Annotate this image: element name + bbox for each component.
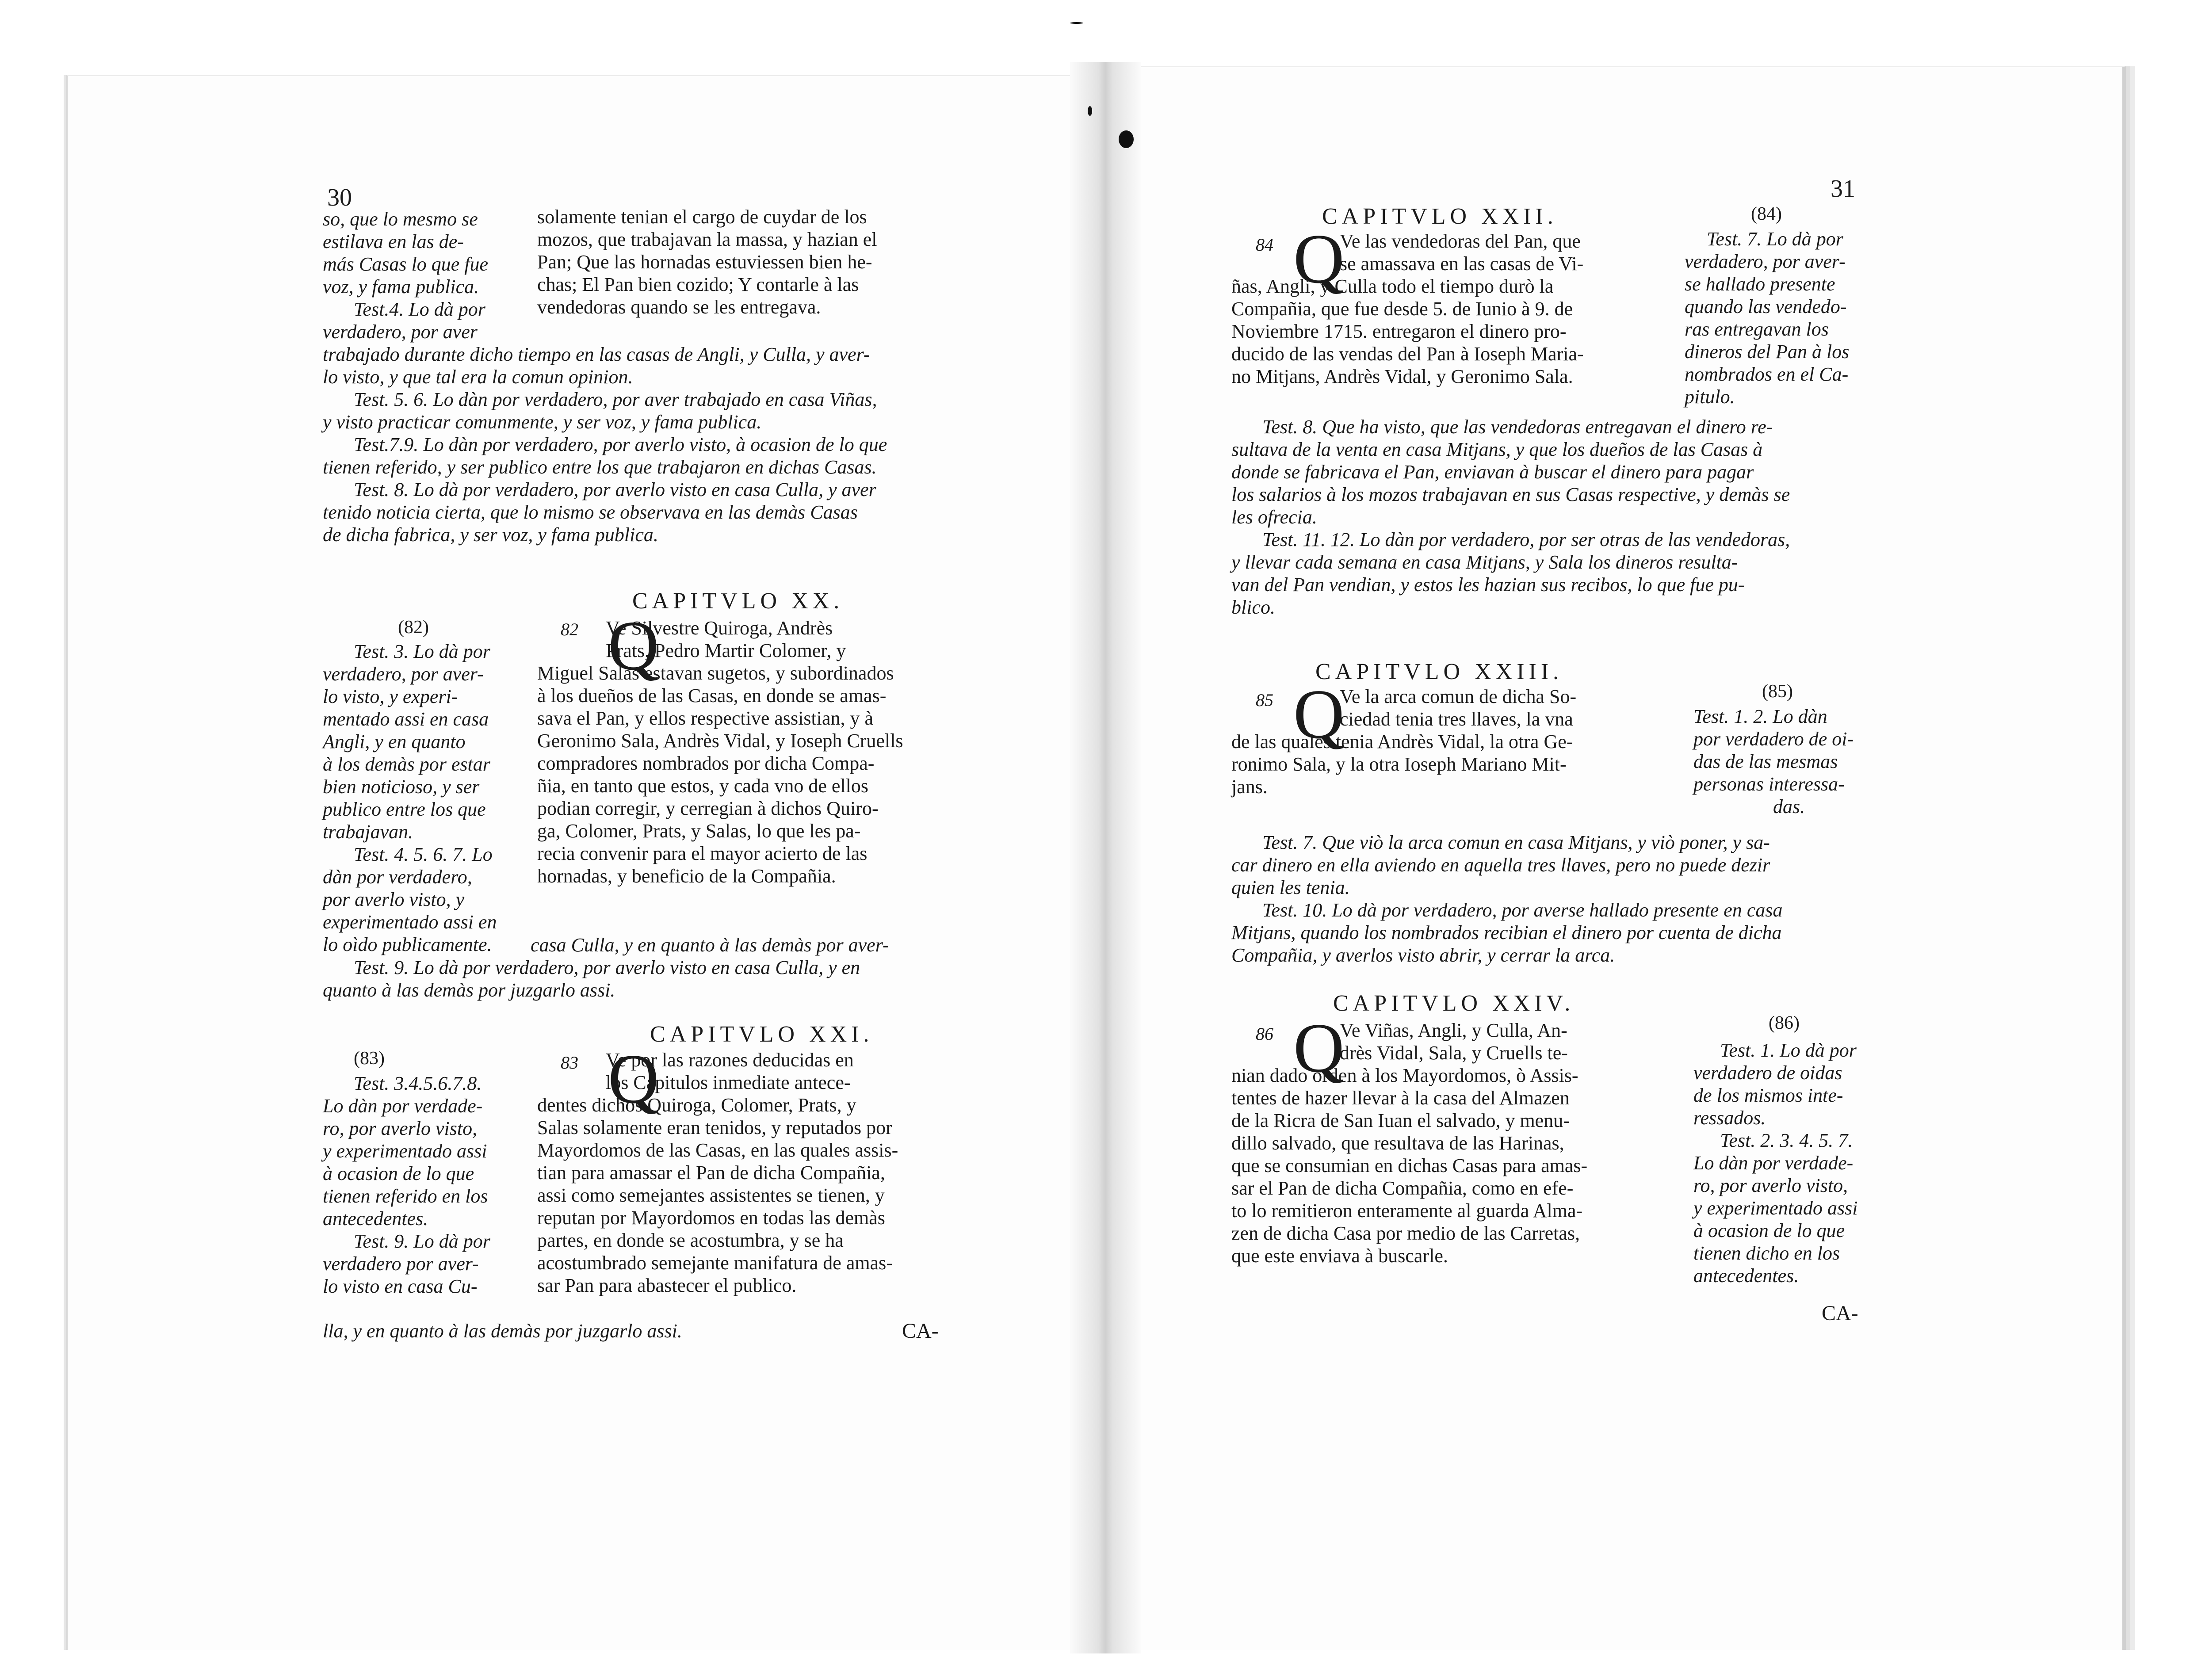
text-line: no Mitjans, Andrès Vidal, y Geronimo Sala. [1231, 366, 1573, 387]
text-line: Test. 9. Lo dà por [354, 1230, 490, 1252]
text-line: por averlo visto, y [323, 889, 465, 910]
text-line: das. [1773, 796, 1805, 817]
text-line: Test. 4. 5. 6. 7. Lo [354, 844, 493, 865]
text-line: Test. 8. Que ha visto, que las vendedoras entregavan el dinero re- [1262, 416, 1773, 438]
main-text-column [537, 617, 979, 887]
margin-number: 83 [561, 1053, 578, 1073]
text-line: ro, por averlo visto, [323, 1118, 478, 1139]
side-note-column [323, 640, 522, 956]
text-line: Lo dàn por verdade- [1693, 1152, 1854, 1174]
text-line: Test. 9. Lo dà por verdadero, por averlo visto en casa Culla, y en [354, 957, 860, 978]
drop-capital: Q [608, 1039, 659, 1118]
text-line: y llevar cada semana en casa Mitjans, y Sala los dineros resulta- [1231, 551, 1738, 573]
text-line: Lo dàn por verdade- [323, 1095, 483, 1117]
text-line: das de las mesmas [1693, 751, 1838, 772]
text-line: verdadero, por aver- [1685, 251, 1846, 272]
text-line: nian dado orden à los Mayordomos, ò Assis- [1231, 1065, 1578, 1086]
text-line: partes, en donde se acostumbra, y se ha [537, 1229, 844, 1251]
main-text-column [1231, 230, 1674, 388]
book-gutter [1070, 62, 1141, 1653]
text-line: Salas solamente eran tenidos, y reputados por [537, 1117, 892, 1138]
top-margin-column [323, 208, 526, 343]
text-line: Ve Viñas, Angli, y Culla, An- [1340, 1019, 1567, 1041]
side-note-column [1693, 1039, 1888, 1287]
page-number: 30 [327, 184, 352, 211]
note-reference: (84) [1751, 204, 1782, 224]
text-line: tienen referido, y ser publico entre los que trabajaron en dichas Casas. [323, 456, 877, 478]
text-line: ronimo Sala, y la otra Ioseph Mariano Mit- [1231, 753, 1567, 775]
text-line: publico entre los que [323, 798, 486, 820]
chapter-heading: CAPITVLO XX. [632, 588, 844, 614]
text-line: Test. 5. 6. Lo dàn por verdadero, por aver trabajado en casa Viñas, [354, 389, 877, 410]
text-line: sava el Pan, y ellos respective assistian, y à [537, 707, 874, 729]
side-note-column [323, 1072, 522, 1298]
text-line: Test. 1. 2. Lo dàn [1693, 706, 1827, 727]
text-line: voz, y fama publica. [323, 276, 479, 298]
catchword: CA- [1822, 1302, 1858, 1325]
text-line: nombrados en el Ca- [1685, 363, 1849, 385]
text-line: sultava de la venta en casa Mitjans, y que los dueños de las Casas à [1231, 439, 1763, 460]
text-line: sar el Pan de dicha Compañia, como en efe- [1231, 1177, 1574, 1199]
chapter-heading: CAPITVLO XXIV. [1333, 991, 1575, 1016]
text-line: podian corregir, y cerregian à dichos Quiro- [537, 798, 879, 819]
text-line: Miguel Salas estavan sugetos, y subordinados [537, 662, 894, 684]
text-line: más Casas lo que fue [323, 253, 488, 275]
margin-number: 85 [1256, 690, 1273, 710]
margin-number: 84 [1256, 235, 1273, 255]
testimony-paragraphs [1231, 416, 1886, 619]
text-line: mentado assi en casa [323, 708, 489, 730]
text-line: Test. 7. Que viò la arca comun en casa Mitjans, y viò poner, y sa- [1262, 832, 1770, 853]
text-line: Test.4. Lo dà por [354, 298, 485, 320]
text-line: tenido noticia cierta, que lo mismo se observava en las demàs Casas [323, 501, 858, 523]
text-line: que este enviava à buscarle. [1231, 1245, 1448, 1267]
text-line: zen de dicha Casa por medio de las Carretas, [1231, 1222, 1580, 1244]
text-line: verdadero, por aver- [323, 663, 484, 685]
margin-number: 86 [1256, 1024, 1273, 1044]
chapter-heading: CAPITVLO XXI. [650, 1022, 874, 1047]
text-line: Ve por las razones deducidas en [606, 1049, 854, 1071]
text-line: antecedentes. [323, 1208, 428, 1229]
text-line: Test. 10. Lo dà por verdadero, por averse hallado presente en casa [1262, 899, 1783, 921]
text-line: à ocasion de lo que [1693, 1220, 1845, 1241]
text-line: Test. 2. 3. 4. 5. 7. [1720, 1130, 1853, 1151]
text-line: mozos, que trabajavan la massa, y hazian el [537, 229, 877, 250]
text-line: verdadero de oidas [1693, 1062, 1842, 1084]
text-line: que se consumian en dichas Casas para amas- [1231, 1155, 1588, 1176]
text-line: drès Vidal, Sala, y Cruells te- [1340, 1042, 1568, 1064]
text-line: Test. 7. Lo dà por [1707, 228, 1843, 250]
text-line: se hallado presente [1685, 273, 1835, 295]
text-line: se amassava en las casas de Vi- [1340, 253, 1584, 275]
main-text-column [1231, 685, 1674, 798]
text-line: Ve la arca comun de dicha So- [1340, 686, 1577, 707]
text-line: personas interessa- [1693, 773, 1845, 795]
note-reference: (82) [398, 617, 429, 638]
text-line: ñas, Angli, y Culla todo el tiempo durò la [1231, 275, 1554, 297]
text-line: los salarios à los mozos trabajavan en sus Casas respective, y demàs se [1231, 484, 1790, 505]
text-line: Test. 3. Lo dà por [354, 641, 490, 662]
text-line: dillo salvado, que resultava de las Harinas, [1231, 1132, 1564, 1154]
text-line: hornadas, y beneficio de la Compañia. [537, 865, 836, 887]
text-line: trabajavan. [323, 821, 413, 843]
text-line: jans. [1231, 776, 1268, 798]
text-line: Geronimo Sala, Andrès Vidal, y Ioseph Cruells [537, 730, 903, 752]
text-line: to lo remitieron enteramente al guarda Alma- [1231, 1200, 1583, 1222]
text-line: ciedad tenia tres llaves, la vna [1340, 708, 1573, 730]
text-line: y experimentado assi [1693, 1197, 1858, 1219]
text-line: tian para amassar el Pan de dicha Compañia, [537, 1162, 885, 1184]
text-line: van del Pan vendian, y estos les hazian sus recibos, lo que fue pu- [1231, 574, 1745, 596]
text-line: Mayordomos de las Casas, en las quales assis- [537, 1139, 898, 1161]
text-line: quanto à las demàs por juzgarlo assi. [323, 979, 615, 1001]
text-line: recia convenir para el mayor acierto de las [537, 843, 868, 864]
testimony-paragraphs [1231, 831, 1886, 966]
text-line: dàn por verdadero, [323, 866, 472, 888]
page-number: 31 [1831, 175, 1855, 202]
note-reference: (85) [1762, 681, 1793, 702]
text-line: ro, por averlo visto, [1693, 1175, 1848, 1196]
text-line: quando las vendedo- [1685, 296, 1847, 317]
text-line: Test. 3.4.5.6.7.8. [354, 1073, 482, 1094]
text-line: Test. 11. 12. Lo dàn por verdadero, por ser otras de las vendedoras, [1262, 529, 1790, 550]
text-line: antecedentes. [1693, 1265, 1799, 1287]
text-line: vendedoras quando se les entregava. [537, 296, 821, 318]
drop-capital: Q [1293, 219, 1345, 298]
ink-blot [1119, 130, 1134, 148]
text-line: estilava en las de- [323, 231, 464, 252]
margin-number: 82 [561, 619, 578, 639]
text-line: y visto practicar comunmente, y ser voz, y fama publica. [323, 411, 762, 433]
drop-capital: Q [1293, 675, 1345, 753]
text-line: Compañia, y averlos visto abrir, y cerrar la arca. [1231, 944, 1615, 966]
text-line: acostumbrado semejante manifatura de amas- [537, 1252, 893, 1274]
note-reference: (83) [354, 1048, 385, 1069]
text-line: les ofrecia. [1231, 506, 1317, 528]
text-line: por verdadero de oi- [1693, 728, 1854, 750]
text-line: y experimentado assi [323, 1140, 487, 1162]
text-line: ducido de las vendas del Pan à Ioseph Maria- [1231, 343, 1584, 365]
text-line: experimentado assi en [323, 911, 497, 933]
text-line: solamente tenian el cargo de cuydar de los [537, 206, 867, 228]
chapter-heading: CAPITVLO XXII. [1322, 204, 1558, 229]
text-line: sar Pan para abastecer el publico. [537, 1275, 797, 1296]
text-line: lo visto en casa Cu- [323, 1275, 478, 1297]
text-line: verdadero por aver- [323, 1253, 479, 1275]
text-line: Prats, Pedro Martir Colomer, y [606, 640, 846, 661]
text-line: so, que lo mesmo se [323, 208, 478, 230]
text-line: tienen referido en los [323, 1185, 488, 1207]
main-text-column [537, 1049, 979, 1297]
text-line: ras entregavan los [1685, 318, 1829, 340]
ink-blot [1088, 106, 1092, 116]
text-line: trabajado durante dicho tiempo en las casas de Angli, y Culla, y aver- [323, 344, 870, 365]
text-line: lo oìdo publicamente. [323, 934, 492, 955]
text-line: ressados. [1693, 1107, 1766, 1129]
testimony-paragraphs [323, 343, 977, 546]
text-line: bien noticioso, y ser [323, 776, 480, 798]
text-line: de los mismos inte- [1693, 1084, 1843, 1106]
text-line: tentes de hazer llevar à la casa del Almazen [1231, 1087, 1570, 1109]
text-line: casa Culla, y en quanto à las demàs por aver- [531, 934, 889, 956]
text-line: quien les tenia. [1231, 877, 1350, 898]
text-line: Pan; Que las hornadas estuviessen bien he- [537, 251, 872, 273]
drop-capital: Q [1293, 1008, 1345, 1087]
text-line: de dicha fabrica, y ser voz, y fama publica. [323, 524, 658, 546]
text-line: lo visto, y que tal era la comun opinion. [323, 366, 633, 388]
text-line: chas; El Pan bien cozido; Y contarle à las [537, 274, 859, 295]
text-line: tienen dicho en los [1693, 1242, 1840, 1264]
side-note-column [1685, 228, 1888, 408]
text-line: pitulo. [1685, 386, 1735, 408]
text-line: de la Ricra de San Iuan el salvado, y menu- [1231, 1110, 1570, 1131]
main-text-column [1231, 1019, 1674, 1267]
ink-blot [1070, 22, 1083, 24]
catchword: CA- [902, 1319, 939, 1343]
drop-capital: Q [608, 606, 659, 685]
text-line: Compañia, que fue desde 5. de Iunio à 9. de [1231, 298, 1573, 320]
text-line: los Capitulos inmediate antece- [606, 1072, 851, 1093]
text-line: assi como semejantes assistentes se tienen, y [537, 1184, 885, 1206]
text-line: Ve las vendedoras del Pan, que [1340, 230, 1581, 252]
text-line: dentes dichos Quiroga, Colomer, Prats, y [537, 1094, 856, 1116]
text-line: Test. 8. Lo dà por verdadero, por averlo visto en casa Culla, y aver [354, 479, 876, 500]
text-line: lla, y en quanto à las demàs por juzgarlo assi. [323, 1320, 682, 1342]
text-line: ñia, en tanto que estos, y cada vno de ellos [537, 775, 869, 797]
text-line: Test. 1. Lo dà por [1720, 1039, 1857, 1061]
text-line: reputan por Mayordomos en todas las demàs [537, 1207, 885, 1229]
text-line: Noviembre 1715. entregaron el dinero pro- [1231, 321, 1567, 342]
testimony-paragraphs [323, 934, 977, 1001]
text-line: donde se fabricava el Pan, enviavan à buscar el dinero para pagar [1231, 461, 1754, 483]
text-line: ga, Colomer, Prats, y Salas, lo que les pa- [537, 820, 861, 842]
text-line: à los dueños de las Casas, en donde se amas- [537, 685, 887, 706]
note-reference: (86) [1769, 1013, 1800, 1033]
side-note-column [1693, 705, 1888, 818]
text-line: dineros del Pan à los [1685, 341, 1850, 363]
text-line: Ve Silvestre Quiroga, Andrès [606, 617, 833, 639]
text-line: Angli, y en quanto [323, 731, 466, 752]
text-line: verdadero, por aver [323, 321, 478, 343]
text-line: à los demàs por estar [323, 753, 490, 775]
text-line: lo visto, y experi- [323, 686, 458, 707]
text-line: Test.7.9. Lo dàn por verdadero, por averlo visto, à ocasion de lo que [354, 434, 887, 455]
chapter-heading: CAPITVLO XXIII. [1315, 659, 1563, 684]
text-line: de las quales tenia Andrès Vidal, la otra Ge- [1231, 731, 1573, 752]
top-main-column [537, 206, 979, 318]
text-line: à ocasion de lo que [323, 1163, 474, 1184]
text-line: compradores nombrados por dicha Compa- [537, 752, 875, 774]
text-line: blico. [1231, 596, 1275, 618]
text-line: Mitjans, quando los nombrados recibian el dinero por cuenta de dicha [1231, 922, 1782, 943]
text-line: car dinero en ella aviendo en aquella tres llaves, pero no puede dezir [1231, 854, 1770, 876]
